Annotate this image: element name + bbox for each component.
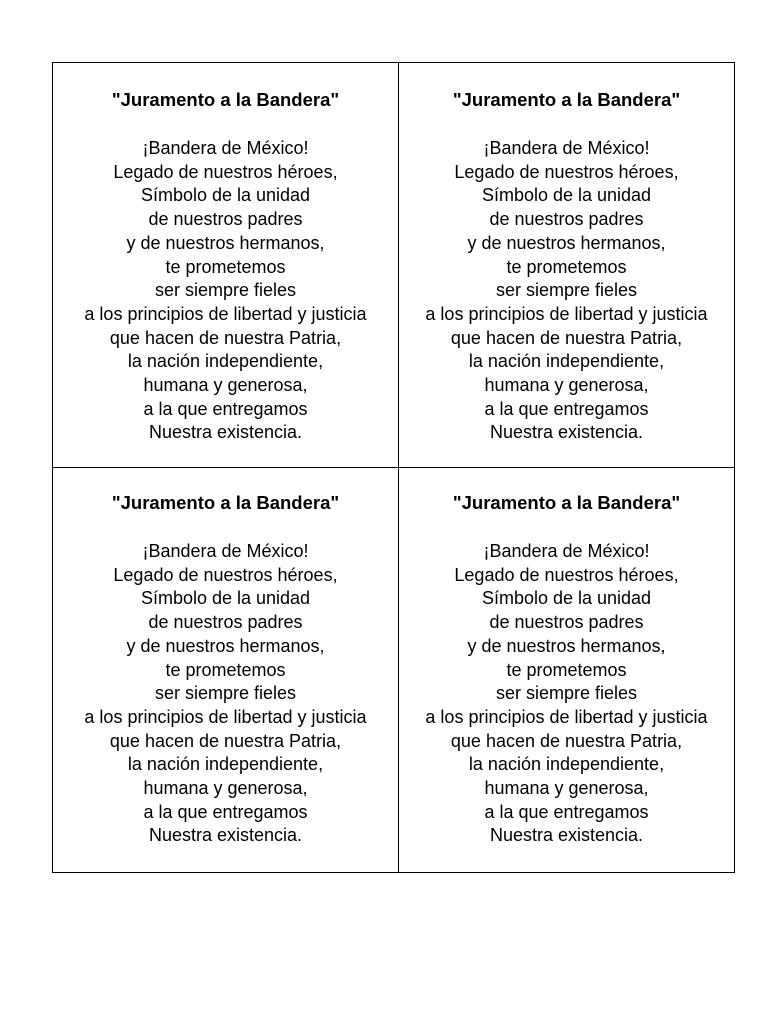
text-line: Nuestra existencia. <box>148 422 303 443</box>
text-line: a los principios de libertad y justicia <box>84 303 367 324</box>
card-title: "Juramento a la Bandera" <box>111 89 340 110</box>
text-line: a los principios de libertad y justicia <box>84 706 367 727</box>
text-line: ser siempre fieles <box>495 683 638 704</box>
text-line: ¡Bandera de México! <box>142 541 309 561</box>
text-line: a la que entregamos <box>143 398 308 419</box>
text-line: humana y generosa, <box>143 778 308 799</box>
text-line: que hacen de nuestra Patria, <box>450 327 683 348</box>
text-line: te prometemos <box>506 256 627 277</box>
oath-card-top-right <box>399 63 734 468</box>
card-title: "Juramento a la Bandera" <box>111 492 340 513</box>
text-line: la nación independiente, <box>127 351 324 372</box>
text-line: Legado de nuestros héroes, <box>113 564 338 585</box>
oath-card-bottom-right <box>399 468 734 872</box>
card-text <box>53 137 398 445</box>
text-line: la nación independiente, <box>127 754 324 775</box>
text-line: a la que entregamos <box>143 801 308 822</box>
text-line: a los principios de libertad y justicia <box>425 706 708 727</box>
text-line: a los principios de libertad y justicia <box>425 303 708 324</box>
text-line: Legado de nuestros héroes, <box>454 161 679 182</box>
text-line: Legado de nuestros héroes, <box>454 564 679 585</box>
text-line: te prometemos <box>165 659 286 680</box>
text-line: que hacen de nuestra Patria, <box>109 327 342 348</box>
text-line: de nuestros padres <box>489 612 644 633</box>
text-line: ¡Bandera de México! <box>483 138 650 158</box>
text-line: Nuestra existencia. <box>489 422 644 443</box>
document-sheet <box>52 62 735 873</box>
text-line: Símbolo de la unidad <box>140 588 311 609</box>
text-line: y de nuestros hermanos, <box>467 232 666 253</box>
text-line: humana y generosa, <box>143 375 308 396</box>
text-line: te prometemos <box>165 256 286 277</box>
card-title: "Juramento a la Bandera" <box>452 89 681 110</box>
oath-card-top-left <box>53 63 399 468</box>
card-title: "Juramento a la Bandera" <box>452 492 681 513</box>
text-line: ser siempre fieles <box>495 280 638 301</box>
text-line: ¡Bandera de México! <box>142 138 309 158</box>
text-line: de nuestros padres <box>489 209 644 230</box>
text-line: Símbolo de la unidad <box>140 185 311 206</box>
text-line: y de nuestros hermanos, <box>126 635 325 656</box>
text-line: a la que entregamos <box>484 398 649 419</box>
text-line: Símbolo de la unidad <box>481 588 652 609</box>
text-line: Nuestra existencia. <box>489 825 644 846</box>
text-line: a la que entregamos <box>484 801 649 822</box>
oath-card-bottom-left <box>53 468 399 872</box>
text-line: y de nuestros hermanos, <box>467 635 666 656</box>
card-text <box>399 137 734 445</box>
text-line: y de nuestros hermanos, <box>126 232 325 253</box>
text-line: ser siempre fieles <box>154 683 297 704</box>
text-line: de nuestros padres <box>148 612 303 633</box>
text-line: Símbolo de la unidad <box>481 185 652 206</box>
text-line: ser siempre fieles <box>154 280 297 301</box>
text-line: ¡Bandera de México! <box>483 541 650 561</box>
card-text <box>399 540 734 848</box>
text-line: humana y generosa, <box>484 375 649 396</box>
text-line: Nuestra existencia. <box>148 825 303 846</box>
text-line: que hacen de nuestra Patria, <box>450 730 683 751</box>
text-line: de nuestros padres <box>148 209 303 230</box>
text-line: te prometemos <box>506 659 627 680</box>
text-line: la nación independiente, <box>468 351 665 372</box>
text-line: que hacen de nuestra Patria, <box>109 730 342 751</box>
text-line: la nación independiente, <box>468 754 665 775</box>
card-text <box>53 540 398 848</box>
text-line: Legado de nuestros héroes, <box>113 161 338 182</box>
text-line: humana y generosa, <box>484 778 649 799</box>
